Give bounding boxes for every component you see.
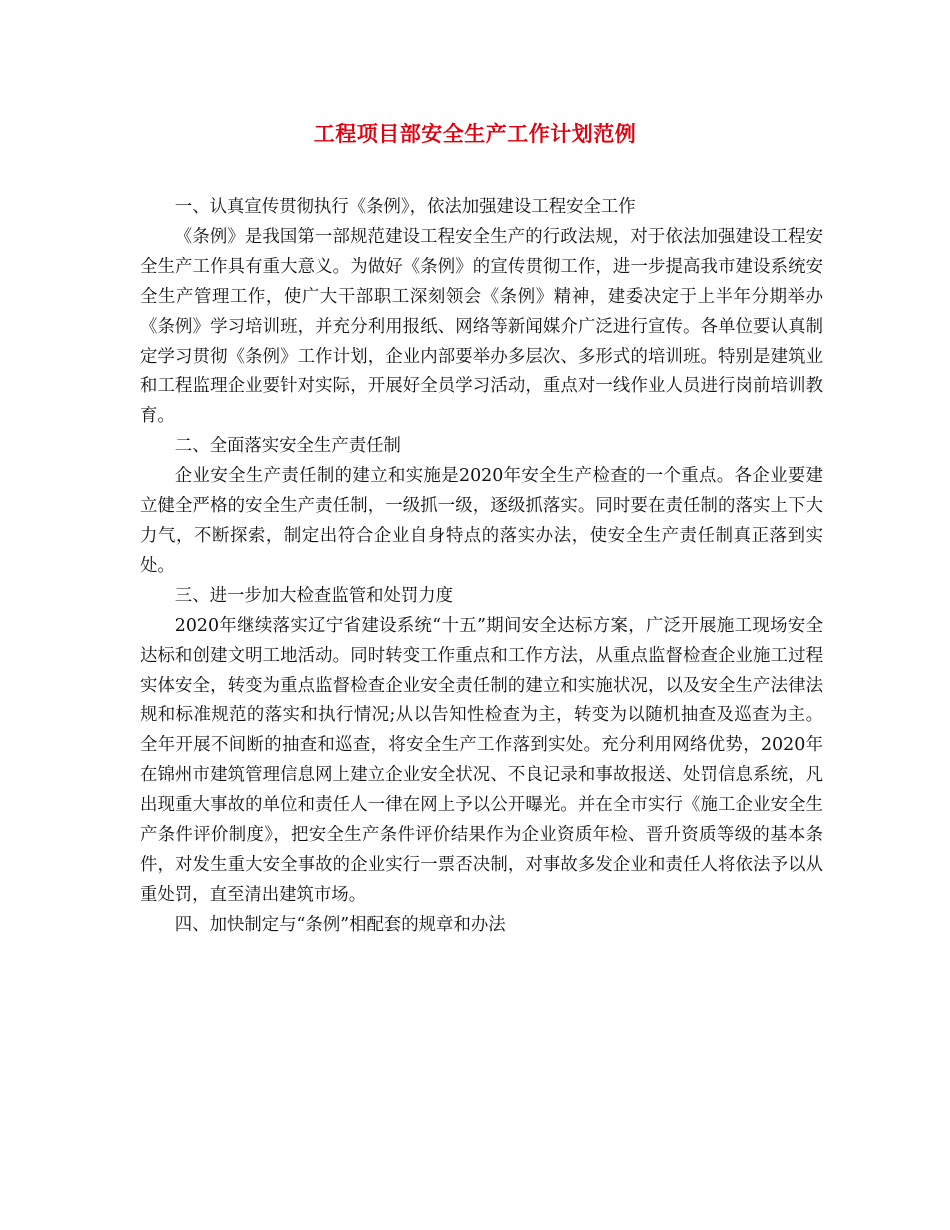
paragraph-3: 2020年继续落实辽宁省建设系统“十五”期间安全达标方案，广泛开展施工现场安全达标和创建文明工地活动。同时转变工作重点和工作方法，从重点监督检查企业施工过程实体安全，转变为重点监督检查企业安全责任制的建立和实施状况，以及安全生产法律法规和标准规范的落实和执行情况;从以告知性检查为主，转变为以随机抽查及巡查为主。全年开展不间断的抽查和巡查，将安全生产工作落到实处。充分利用网络优势，2020年在锦州市建筑管理信息网上建立企业安全状况、不良记录和事故报送、处罚信息系统，凡出现重大事故的单位和责任人一律在网上予以公开曝光。并在全市实行《施工企业安全生产条件评价制度》，把安全生产条件评价结果作为企业资质年检、晋升资质等级的基本条件，对发生重大安全事故的企业实行一票否决制，对事故多发企业和责任人将依法予以从重处罚，直至清出建筑市场。 bbox=[140, 615, 823, 905]
section-heading-4: 四、加快制定与“条例”相配套的规章和办法 bbox=[174, 914, 506, 935]
document-title: 工程项目部安全生产工作计划范例 bbox=[313, 121, 637, 146]
paragraph-2: 企业安全生产责任制的建立和实施是2020年安全生产检查的一个重点。各企业要建立健全严格的安全生产责任制，一级抓一级，逐级抓落实。同时要在责任制的落实上下大力气，不断探索，制定出符合企业自身特点的落实办法，使安全生产责任制真正落到实处。 bbox=[140, 466, 823, 576]
section-heading-3: 三、进一步加大检查监管和处罚力度 bbox=[174, 585, 454, 606]
paragraph-1: 《条例》是我国第一部规范建设工程安全生产的行政法规，对于依法加强建设工程安全生产工作具有重大意义。为做好《条例》的宣传贯彻工作，进一步提高我市建设系统安全生产管理工作，使广大干部职工深刻领会《条例》精神，建委决定于上半年分期举办《条例》学习培训班，并充分利用报纸、网络等新闻媒介广泛进行宣传。各单位要认真制定学习贯彻《条例》工作计划，企业内部要举办多层次、多形式的培训班。特别是建筑业和工程监理企业要针对实际，开展好全员学习活动，重点对一线作业人员进行岗前培训教育。 bbox=[140, 226, 823, 427]
document-body bbox=[140, 193, 823, 941]
section-heading-2: 二、全面落实安全生产责任制 bbox=[174, 436, 401, 457]
section-heading-1: 一、认真宣传贯彻执行《条例》，依法加强建设工程安全工作 bbox=[174, 197, 636, 217]
